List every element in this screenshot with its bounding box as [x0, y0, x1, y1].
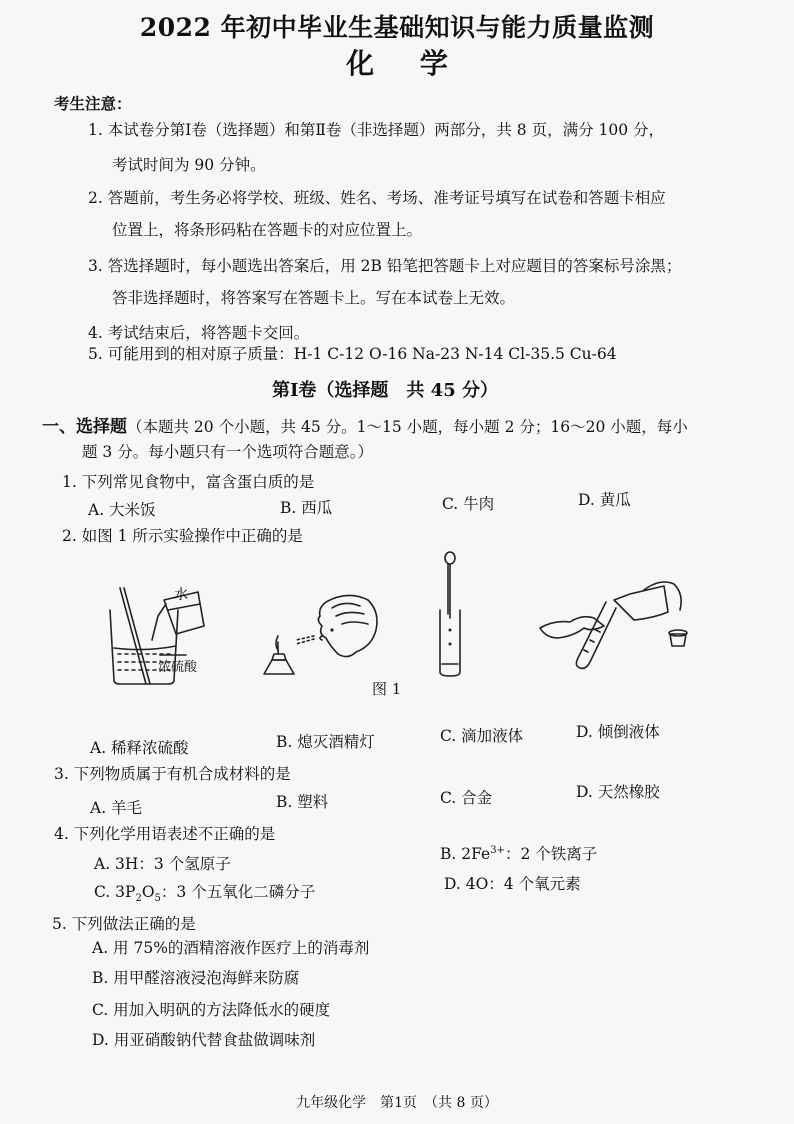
section-desc: （本题共 20 个小题，共 45 分。1～15 小题，每小题 2 分；16～20 小题，每小: [127, 418, 688, 436]
notice-item-3: 3. 答选择题时，每小题选出答案后，用 2B 铅笔把答题卡上对应题目的答案标号涂黑；: [88, 257, 682, 275]
notice-heading: 考生注意：: [54, 94, 132, 113]
q4-option-b: B. $2Fe^{3+}$：2 个铁离子: [440, 844, 598, 863]
q4-option-c: C. $3P_2O_5$：3 个五氧化二磷分子: [94, 883, 316, 905]
label-acid: 浓硫酸: [158, 660, 198, 675]
figure-d-pour-liquid: [534, 572, 694, 672]
q5-option-a: A. 用 75%的酒精溶液作医疗上的消毒剂: [92, 939, 370, 957]
section-desc-cont: 题 3 分。每小题只有一个选项符合题意。）: [82, 443, 373, 461]
q1-option-c: C. 牛肉: [442, 495, 495, 513]
q5-option-d: D. 用亚硝酸钠代替食盐做调味剂: [92, 1031, 316, 1049]
q3-option-c: C. 合金: [440, 789, 493, 807]
q1-option-b: B. 西瓜: [280, 499, 333, 517]
notice-item-1-cont: 考试时间为 90 分钟。: [112, 156, 266, 174]
q2-option-d: D. 倾倒液体: [576, 723, 660, 741]
section-title: 一、选择题: [42, 417, 127, 437]
q2-option-b: B. 熄灭酒精灯: [276, 733, 375, 751]
figure-b-alcohol-lamp: [256, 590, 396, 686]
q1-option-a: A. 大米饭: [88, 501, 156, 519]
exam-title: 2022 年初中毕业生基础知识与能力质量监测: [139, 13, 655, 42]
q4-option-d: D. 4O：4 个氧元素: [444, 875, 581, 893]
q1-stem: 1. 下列常见食物中，富含蛋白质的是: [62, 473, 315, 491]
q3-option-d: D. 天然橡胶: [576, 783, 660, 801]
q4-stem: 4. 下列化学用语表述不正确的是: [54, 825, 276, 843]
q2-option-c: C. 滴加液体: [440, 727, 524, 745]
q2-stem: 2. 如图 1 所示实验操作中正确的是: [62, 527, 303, 545]
subject-title: 化 学: [346, 47, 466, 80]
page-footer: 九年级化学 第1页 （共 8 页）: [296, 1095, 498, 1111]
figure-caption: 图 1: [372, 680, 402, 698]
q1-option-d: D. 黄瓜: [578, 491, 631, 509]
section-heading: [42, 412, 688, 437]
q5-option-b: B. 用甲醛溶液浸泡海鲜来防腐: [92, 969, 300, 987]
q2-option-a: A. 稀释浓硫酸: [90, 739, 189, 757]
q3-stem: 3. 下列物质属于有机合成材料的是: [54, 765, 291, 783]
part1-title: 第Ⅰ卷（选择题 共 45 分）: [272, 380, 499, 401]
notice-item-5: 5. 可能用到的相对原子质量：H-1 C-12 O-16 Na-23 N-14 Cl-35.5 Cu-64: [88, 345, 617, 363]
q3-option-a: A. 羊毛: [90, 799, 143, 817]
figure-c-dropper: [430, 548, 470, 680]
notice-item-1: 1. 本试卷分第Ⅰ卷（选择题）和第Ⅱ卷（非选择题）两部分，共 8 页，满分 100 分，: [88, 121, 665, 139]
notice-item-2-cont: 位置上，将条形码粘在答题卡的对应位置上。: [112, 221, 423, 239]
notice-item-4: 4. 考试结束后，将答题卡交回。: [88, 324, 310, 342]
q3-option-b: B. 塑料: [276, 793, 329, 811]
q5-option-c: C. 用加入明矾的方法降低水的硬度: [92, 1001, 331, 1019]
notice-item-2: 2. 答题前，考生务必将学校、班级、姓名、考场、准考证号填写在试卷和答题卡相应: [88, 189, 666, 207]
q5-stem: 5. 下列做法正确的是: [52, 915, 196, 933]
notice-item-3-cont: 答非选择题时，将答案写在答题卡上。写在本试卷上无效。: [112, 289, 516, 307]
label-water: 水: [174, 587, 188, 603]
q4-option-a: A. 3H：3 个氢原子: [94, 855, 231, 873]
